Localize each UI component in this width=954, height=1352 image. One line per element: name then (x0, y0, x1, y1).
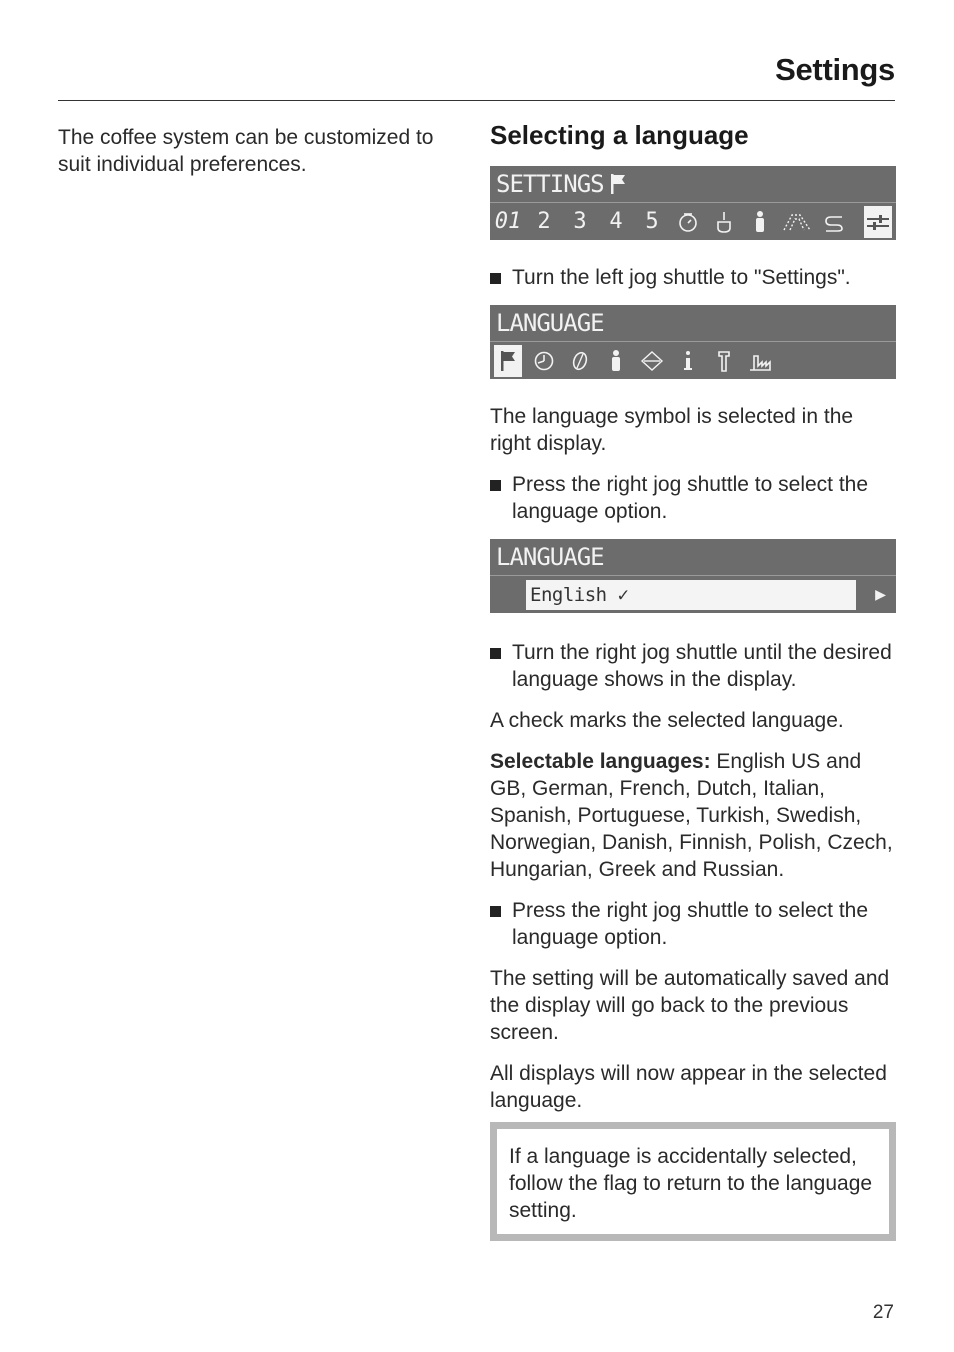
settings-display-bottom (490, 203, 896, 240)
settings-display-top (490, 166, 896, 203)
tip-text: If a language is accidentally selected, follow the flag to return to the language setting. (497, 1129, 889, 1234)
bean-icon (566, 345, 594, 377)
settings-display-label: SETTINGS (496, 170, 604, 198)
language-symbol-display-label: LANGUAGE (496, 309, 604, 337)
flag-icon (494, 345, 522, 377)
language-selected-note: The language symbol is selected in the right display. (490, 405, 854, 455)
step-turn-right-shuttle: Turn the right jog shuttle until the desired language shows in the display. (490, 639, 896, 693)
language-option-display-bottom (490, 576, 896, 613)
person-icon (746, 206, 774, 238)
intro-text: The coffee system can be customized to suit individual preferences. (58, 126, 434, 176)
step-select-settings: Turn the left jog shuttle to "Settings". (490, 264, 896, 291)
section-title: Selecting a language (490, 120, 749, 150)
cup-icon (710, 206, 738, 238)
language-value-field: English ✓ (526, 580, 856, 610)
person-icon (602, 345, 630, 377)
flag-icon (610, 173, 626, 195)
steam-icon (782, 206, 812, 238)
program-number-4: 4 (609, 209, 623, 234)
language-option-display-top (490, 539, 896, 576)
language-section (490, 118, 896, 1241)
program-number-5: 5 (645, 209, 659, 234)
right-arrow-icon: ▶ (875, 584, 886, 605)
language-option-display-label: LANGUAGE (496, 543, 604, 571)
language-symbol-display (490, 305, 896, 379)
info-icon (674, 345, 702, 377)
program-number-1: 01 (494, 209, 522, 234)
step-press-right-shuttle: Press the right jog shuttle to select the language option. (490, 471, 896, 525)
milk-pipe-icon (820, 206, 848, 238)
language-option-display (490, 539, 896, 613)
diamond-arrow-icon (638, 345, 666, 377)
settings-slider-icon (864, 206, 892, 238)
language-symbol-display-top (490, 305, 896, 342)
tip-box (490, 1122, 896, 1241)
selectable-languages (490, 748, 896, 883)
display-language-note: All displays will now appear in the selected language. (490, 1062, 887, 1112)
factory-icon (746, 345, 774, 377)
step-confirm-language: Press the right jog shuttle to select the language option. (490, 897, 896, 951)
program-number-2: 2 (537, 209, 551, 234)
selectable-languages-label: Selectable languages: (490, 750, 711, 773)
check-mark-note: A check marks the selected language. (490, 709, 844, 732)
title-rule (58, 100, 895, 101)
auto-save-note: The setting will be automatically saved and the display will go back to the previous screen. (490, 967, 890, 1044)
language-symbol-display-bottom (490, 342, 896, 379)
selectable-languages-list: English US and GB, German, French, Dutch, Italian, Spanish, Portuguese, Turkish, Swedish, Norwegian, Danish, Finnish, Polish, Czech, Hungarian, Greek and Russian. (490, 750, 893, 881)
timer-icon (674, 206, 702, 238)
program-number-3: 3 (573, 209, 587, 234)
clock-icon (530, 345, 558, 377)
page-number: 27 (872, 1302, 894, 1323)
page-title: Settings (775, 52, 895, 87)
tool-icon (710, 345, 738, 377)
settings-display (490, 166, 896, 240)
